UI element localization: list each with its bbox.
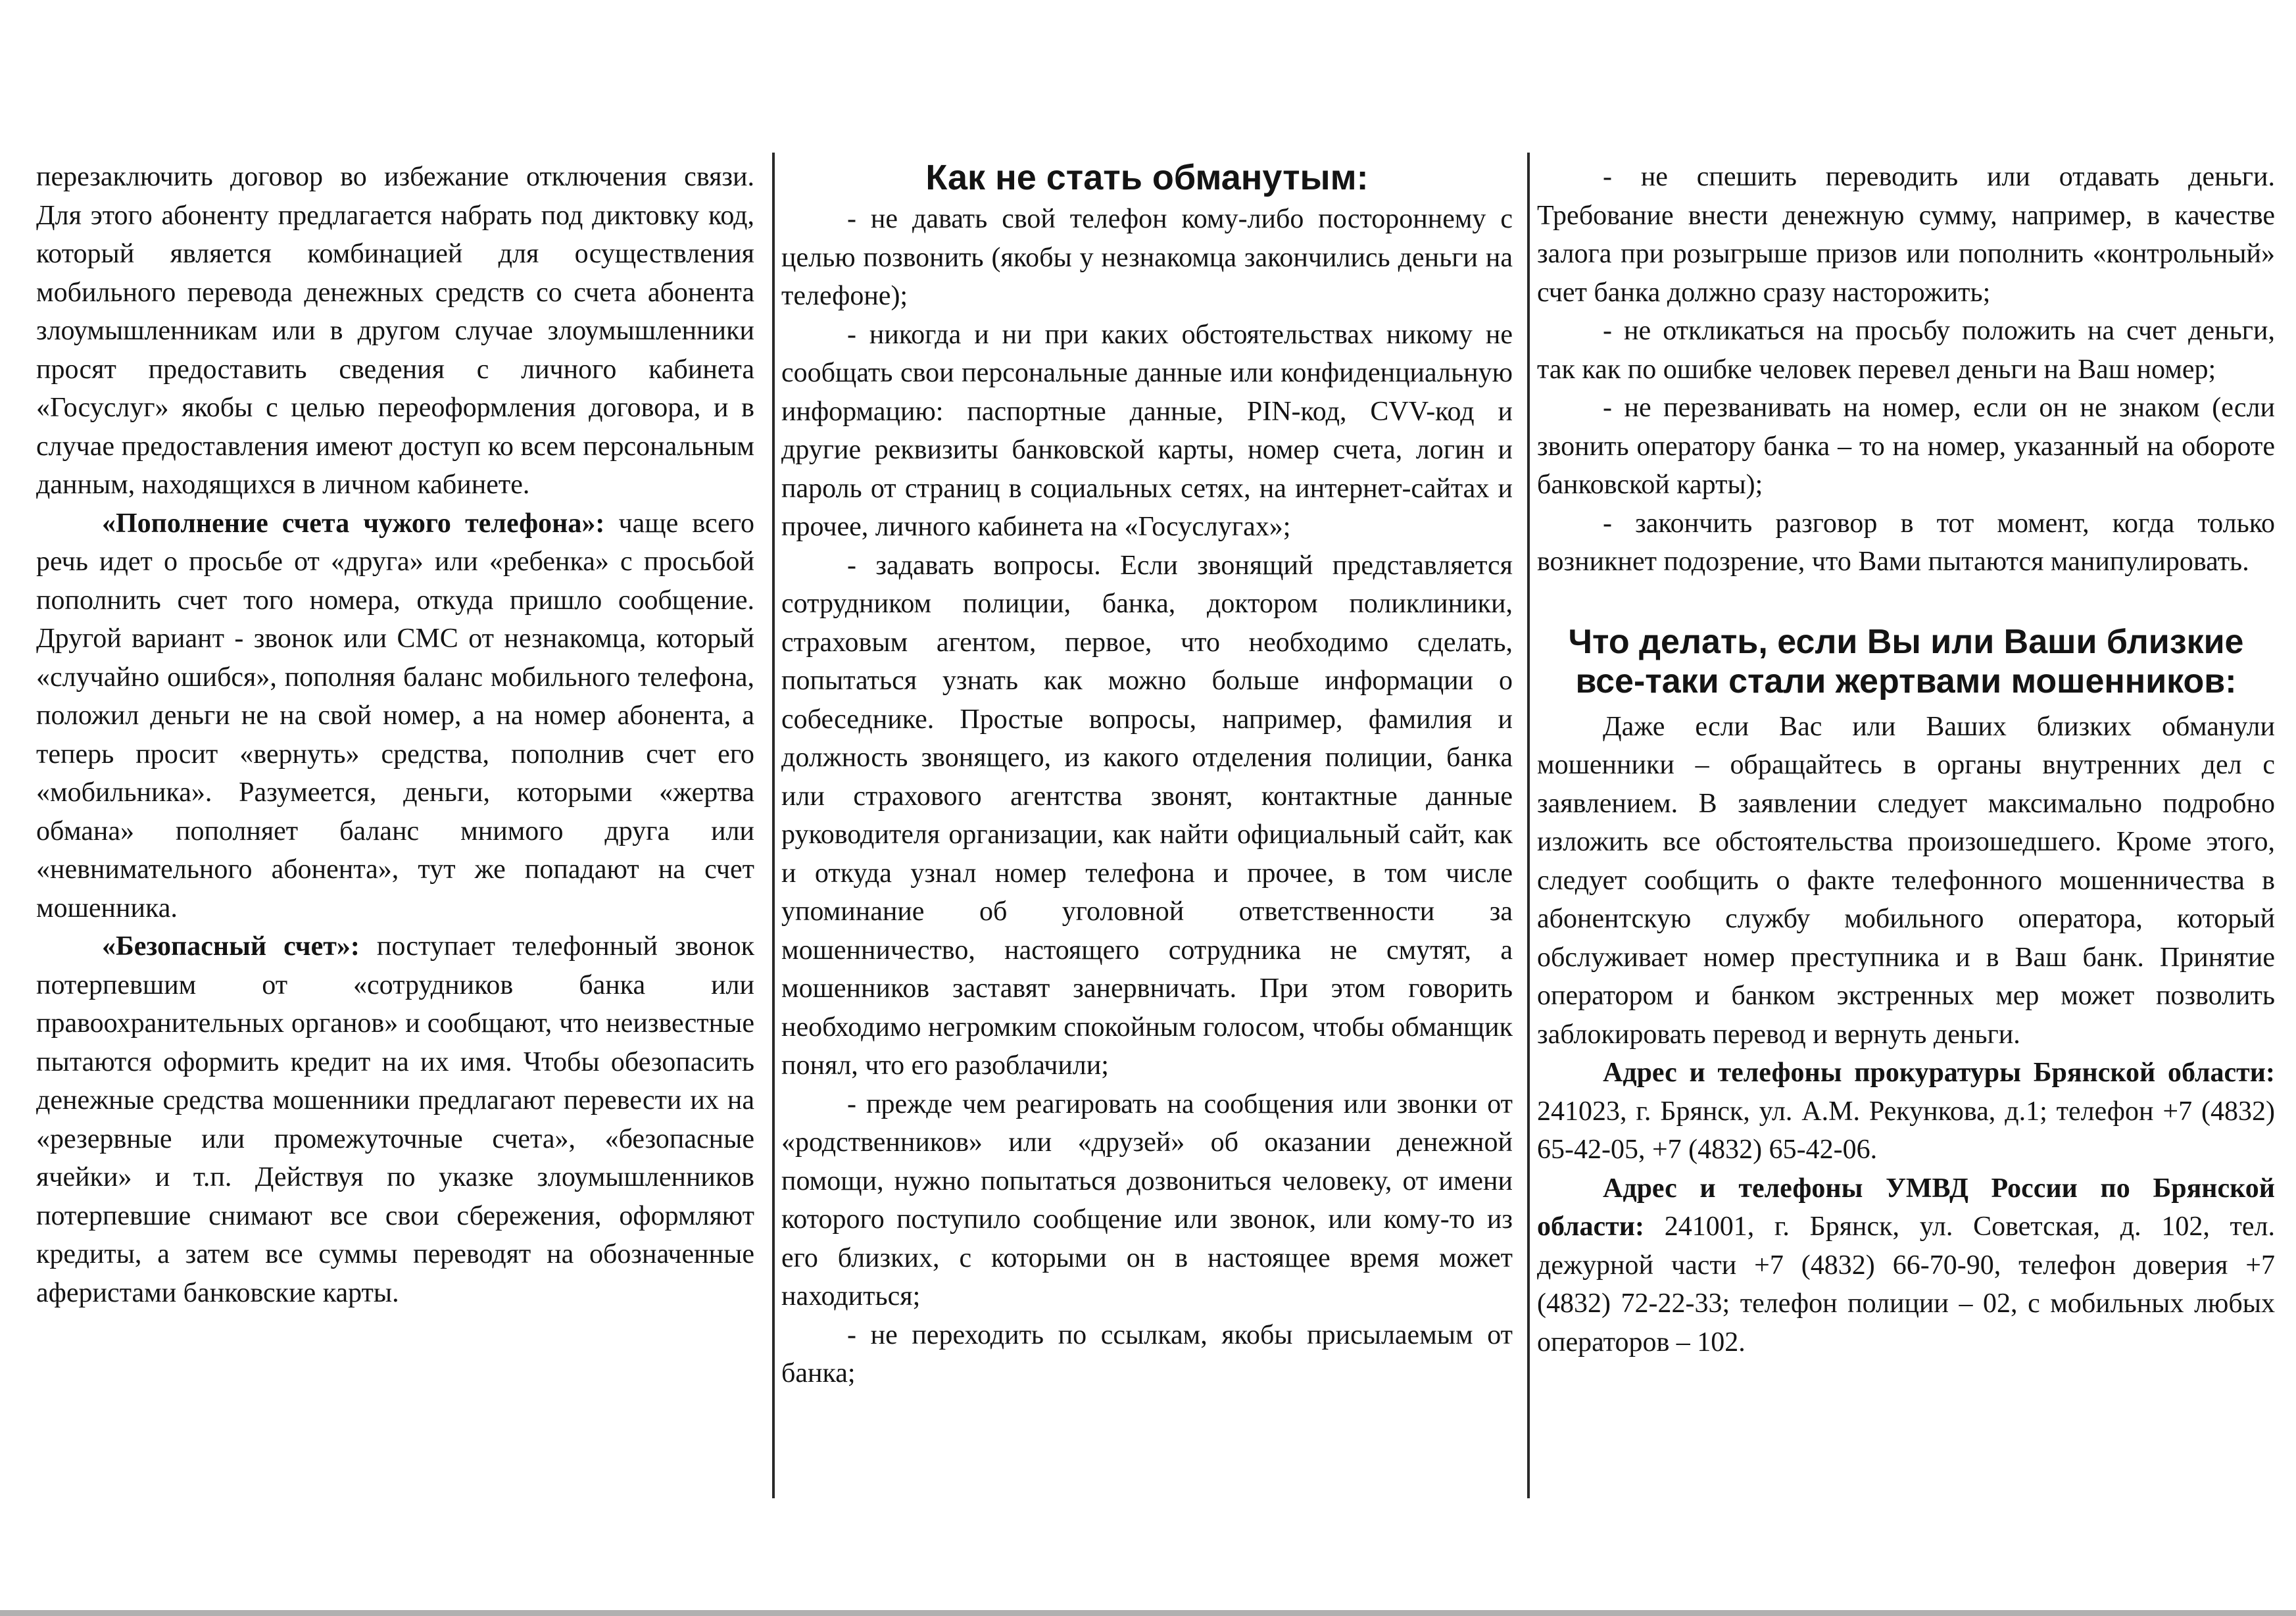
contact-police-title: Адрес и телефоны УМВД России по Брянской области: — [1537, 1173, 2275, 1242]
advice-item: - не давать свой телефон кому-либо постороннему с целью позвонить (якобы у незнакомца закончились деньги на телефоне); — [781, 204, 1513, 311]
advice-item: - не спешить переводить или отдавать деньги. Требование внести денежную сумму, например, в качестве залога при розыгрыше призов или пополнить «контрольный» счет банка должно сразу насторожить; — [1537, 162, 2275, 308]
paragraph-what-to-do: Даже если Вас или Ваших близких обманули мошенники – обращайтесь в органы внутренних дел с заявлением. В заявлении следует максимально подробно изложить все обстоятельства произошедшего. Кроме этого, следует сообщить о факте телефонного мошенничества в абонентскую службу мобильного оператора, который обслуживает номер преступника и в Ваш банк. Принятие оператором и банком экстренных мер может позволить заблокировать перевод и вернуть деньги. — [1537, 711, 2275, 1050]
column-left — [36, 158, 754, 1312]
contact-prosecutor-text: 241023, г. Брянск, ул. А.М. Рекункова, д.1; телефон +7 (4832) 65-42-05, +7 (4832) 65-42-06. — [1537, 1096, 2275, 1165]
advice-item: - не перезванивать на номер, если он не знаком (если звонить оператору банка – то на номер, указанный на обороте банковской карты); — [1537, 393, 2275, 500]
advice-item: - не откликаться на просьбу положить на счет деньги, так как по ошибке человек перевел деньги на Ваш номер; — [1537, 316, 2275, 385]
paragraph-safe-account — [36, 927, 754, 1312]
advice-item: - не переходить по ссылкам, якобы присылаемым от банка; — [781, 1319, 1513, 1388]
column-middle — [781, 158, 1513, 1393]
scan-edge — [0, 1610, 2296, 1616]
paragraph-contract: перезаключить договор во избежание отключения связи. Для этого абоненту предлагается набрать под диктовку код, который является комбинацией для осуществления мобильного перевода денежных средств со счета абонента злоумышленникам или в другом случае злоумышленники просят предоставить сведения с личного кабинета «Госуслуг» якобы с целью переоформления договора, и в случае предоставления имеют доступ ко всем персональным данным, находящихся в личном кабинете. — [36, 162, 754, 500]
heading-how-not-to-be-deceived: Как не стать обманутым: — [925, 158, 1369, 197]
advice-item: - никогда и ни при каких обстоятельствах никому не сообщать свои персональные данные или конфиденциальную информацию: паспортные данные, PIN-код, CVV-код и другие реквизиты банковской карты, номер счета, логин и пароль от страниц в социальных сетях, на интернет-сайтах и прочее, личного кабинета на «Госуслугах»; — [781, 319, 1513, 542]
column-right — [1537, 158, 2275, 1361]
phone-topup-text: чаще всего речь идет о просьбе от «друга» или «ребенка» с просьбой пополнить счет того номера, откуда пришло сообщение. Другой вариант - звонок или СМС от незнакомца, который «случайно ошибся», пополняя баланс мобильного телефона, положил деньги не на свой номер, а на номер абонента, а теперь просит «вернуть» средства, пополнив счет его «мобильника». Разумеется, деньги, которыми «жертва обмана» пополняет баланс мнимого друга или «невнимательного абонента», тут же попадают на счет мошенника. — [36, 508, 754, 923]
contact-police — [1537, 1169, 2275, 1362]
paragraph-phone-topup — [36, 504, 754, 928]
advice-item: - закончить разговор в тот момент, когда только возникнет подозрение, что Вами пытаются манипулировать. — [1537, 508, 2275, 577]
column-divider-1 — [772, 153, 775, 1498]
safe-account-text: поступает телефонный звонок потерпевшим от «сотрудников банка или правоохранительных органов» и сообщают, что неизвестные пытаются оформить кредит на их имя. Чтобы обезопасить денежные средства мошенники предлагают перевести их на «резервные или промежуточные счета», «безопасные ячейки» и т.п. Действуя по указке злоумышленников потерпевшие снимают все свои сбережения, оформляют кредиты, а затем все суммы переводят на обозначенные аферистами банковские карты. — [36, 931, 754, 1308]
safe-account-title: «Безопасный счет»: — [102, 931, 360, 962]
phone-topup-title: «Пополнение счета чужого телефона»: — [102, 508, 605, 539]
contact-prosecutor — [1537, 1054, 2275, 1169]
contact-police-text: 241001, г. Брянск, ул. Советская, д. 102, тел. дежурной части +7 (4832) 66-70-90, телефон доверия +7 (4832) 72-22-33; телефон полиции – 02, с мобильных любых операторов – 102. — [1537, 1212, 2275, 1358]
heading-what-to-do: Что делать, если Вы или Ваши близкие все-таки стали жертвами мошенников: — [1568, 622, 2244, 700]
advice-item: - задавать вопросы. Если звонящий представляется сотрудником полиции, банка, доктором поликлиники, страховым агентом, первое, что необходимо сделать, попытаться узнать как можно больше информации о собеседнике. Простые вопросы, например, фамилия и должность звонящего, из какого отделения полиции, банка или страхового агентства звонят, контактные данные руководителя организации, как найти официальный сайт, как и откуда узнал номер телефона и прочее, в том числе упоминание об уголовной ответственности за мошенничество, настоящего сотрудника не смутят, а мошенников заставят занервничать. При этом говорить необходимо негромким спокойным голосом, чтобы обманщик понял, что его разоблачили; — [781, 550, 1513, 1081]
column-divider-2 — [1527, 153, 1530, 1498]
contact-prosecutor-title: Адрес и телефоны прокуратуры Брянской области: — [1603, 1058, 2275, 1088]
advice-item: - прежде чем реагировать на сообщения или звонки от «родственников» или «друзей» об оказании денежной помощи, нужно попытаться дозвониться человеку, от имени которого поступило сообщение или звонок, или кому-то из его близких, с которыми он в настоящее время может находиться; — [781, 1089, 1513, 1311]
